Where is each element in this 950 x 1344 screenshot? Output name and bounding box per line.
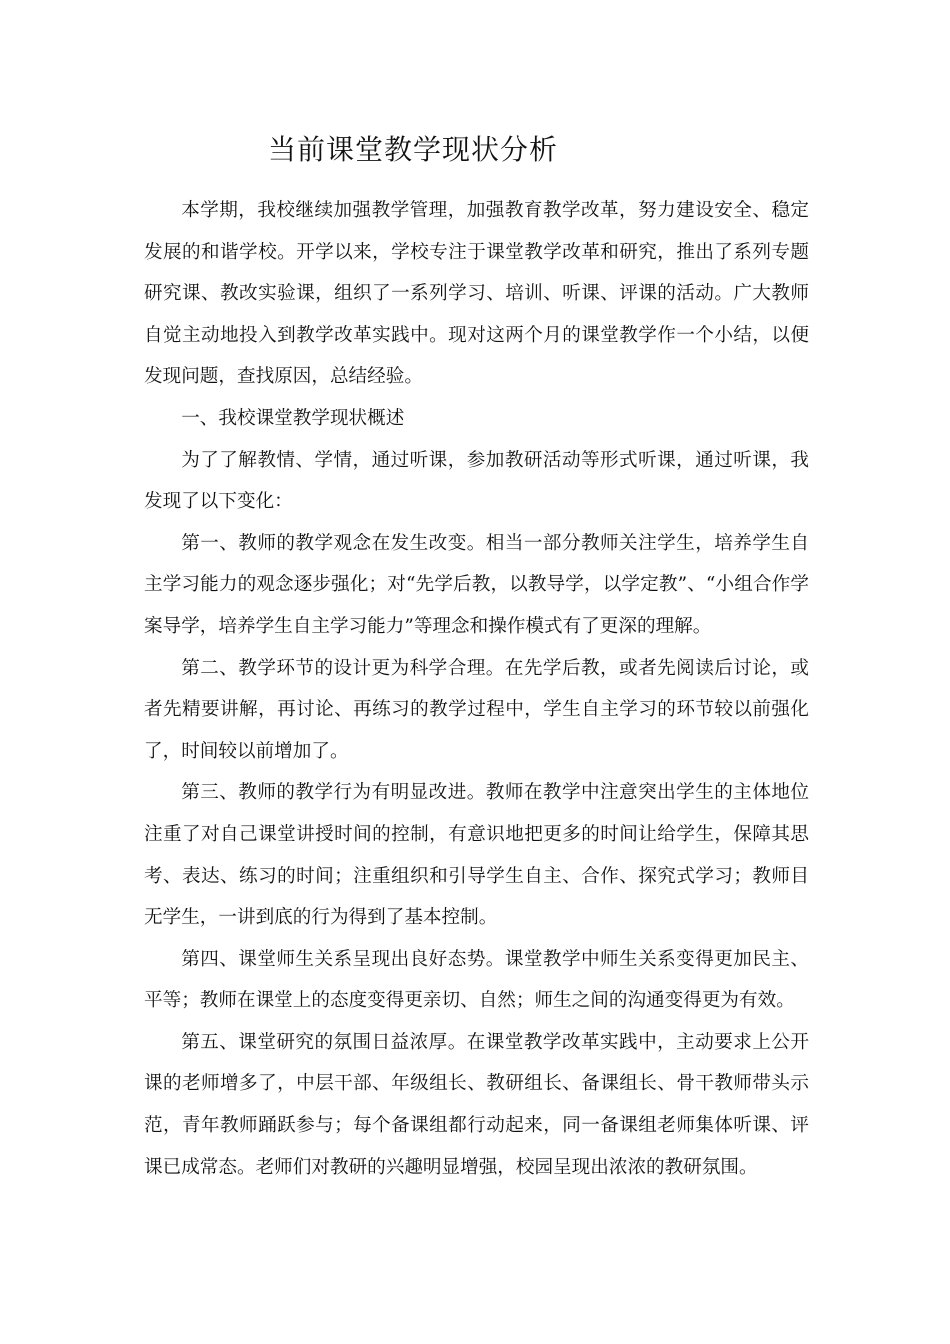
paragraph-point-4: 第四、课堂师生关系呈现出良好态势。课堂教学中师生关系变得更加民主、平等；教师在课堂上的态度变得更亲切、自然；师生之间的沟通变得更为有效。 [144,948,809,1012]
paragraph-observation: 为了了解教情、学情，通过听课，参加教研活动等形式听课，通过听课，我发现了以下变化： [144,449,809,513]
paragraph-point-3: 第三、教师的教学行为有明显改进。教师在教学中注意突出学生的主体地位注重了对自己课堂讲授时间的控制，有意识地把更多的时间让给学生，保障其思考、表达、练习的时间；注重组织和引导学生自主、合作、探究式学习；教师目无学生，一讲到底的行为得到了基本控制。 [144,782,809,929]
section-heading-overview: 一、我校课堂教学现状概述 [181,407,405,429]
paragraph-point-5: 第五、课堂研究的氛围日益浓厚。在课堂教学改革实践中，主动要求上公开课的老师增多了，中层干部、年级组长、教研组长、备课组长、骨干教师带头示范，青年教师踊跃参与；每个备课组都行动起来，同一备课组老师集体听课、评课已成常态。老师们对教研的兴趣明显增强，校园呈现出浓浓的教研氛围。 [144,1031,809,1178]
document-title: 当前课堂教学现状分析 [267,133,558,166]
paragraph-intro: 本学期，我校继续加强教学管理，加强教育教学改革，努力建设安全、稳定发展的和谐学校。开学以来，学校专注于课堂教学改革和研究，推出了系列专题研究课、教改实验课，组织了一系列学习、培训、听课、评课的活动。广大教师自觉主动地投入到教学改革实践中。现对这两个月的课堂教学作一个小结，以便发现问题，查找原因，总结经验。 [144,200,809,388]
document-body [144,190,809,1188]
paragraph-point-1: 第一、教师的教学观念在发生改变。相当一部分教师关注学生，培养学生自主学习能力的观念逐步强化；对“先学后教，以教导学，以学定教”、“小组合作学案导学，培养学生自主学习能力”等理念和操作模式有了更深的理解。 [144,532,809,637]
paragraph-point-2: 第二、教学环节的设计更为科学合理。在先学后教，或者先阅读后讨论，或者先精要讲解，再讨论、再练习的教学过程中，学生自主学习的环节较以前强化了，时间较以前增加了。 [144,657,809,762]
